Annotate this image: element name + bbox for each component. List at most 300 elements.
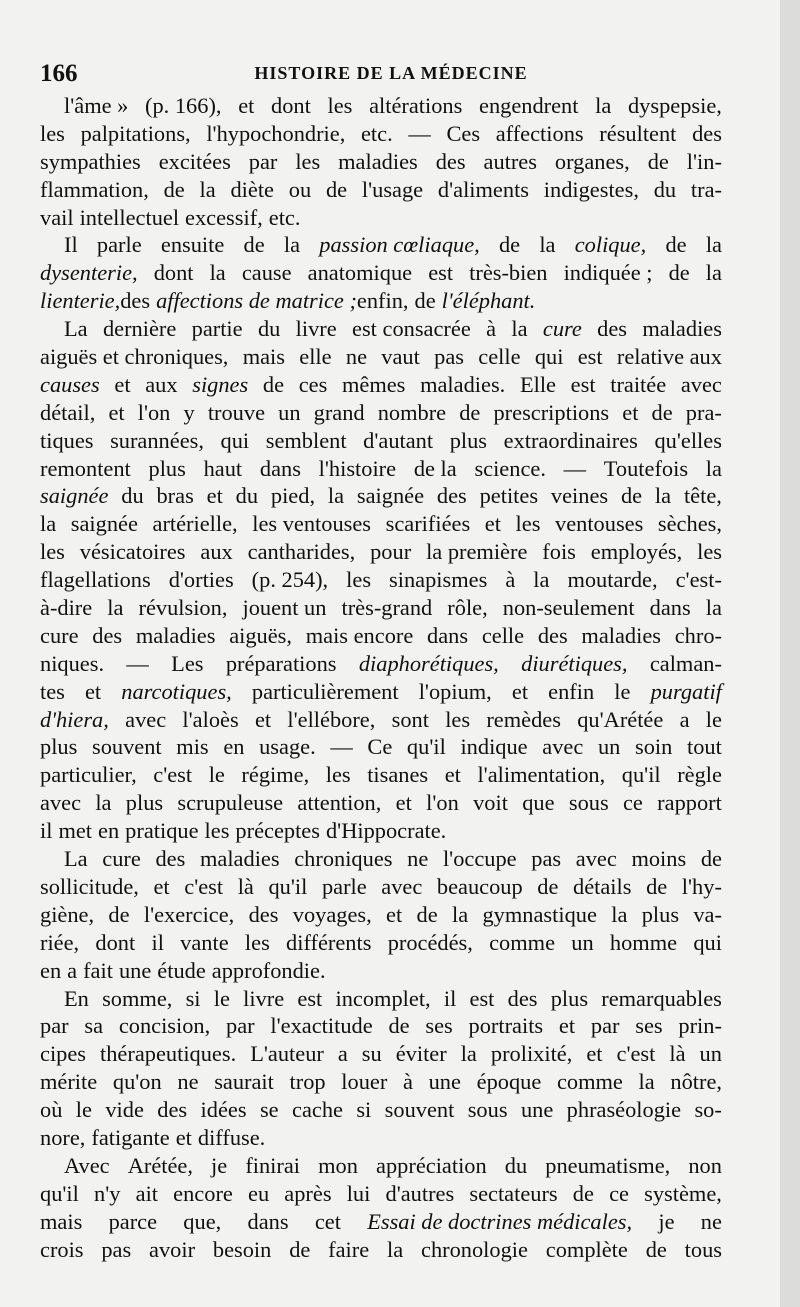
word: approfondie. <box>211 957 326 983</box>
word: la <box>199 176 216 202</box>
word: indique <box>460 734 528 760</box>
word: faire <box>328 1236 370 1262</box>
italic-word: l'éléphant. <box>441 288 536 314</box>
italic-word: lienterie, <box>40 288 121 314</box>
word: à <box>505 567 516 593</box>
word: du <box>257 316 281 342</box>
word: les <box>327 93 353 118</box>
word: nore, <box>40 1124 86 1150</box>
word: la <box>209 260 226 286</box>
word: de <box>289 1236 311 1262</box>
body-text <box>40 92 722 1263</box>
word: vante <box>180 929 229 955</box>
word: souvent <box>384 1097 455 1123</box>
word: un <box>278 399 301 425</box>
word: et <box>254 706 272 732</box>
word: d'Hippocrate. <box>325 818 447 844</box>
word: dont <box>95 929 136 955</box>
word: gymnastique <box>482 901 597 927</box>
text-line <box>40 371 722 399</box>
word: est <box>297 985 323 1011</box>
word: Toutefois <box>603 455 689 481</box>
word: tes <box>40 678 65 704</box>
word: chroniques <box>294 846 393 872</box>
word: enfin, <box>356 288 409 314</box>
word: partie <box>191 316 243 342</box>
word: appréciation <box>376 1152 487 1178</box>
word: de <box>262 371 285 397</box>
word: système, <box>644 1180 722 1206</box>
word: Les <box>171 650 204 676</box>
word: l'on <box>137 399 171 425</box>
word: tous <box>684 1236 722 1262</box>
word: après <box>284 1180 332 1206</box>
word: très-grand <box>341 595 433 621</box>
word: moins <box>631 846 687 872</box>
word: avec <box>125 706 167 732</box>
word: sont <box>391 706 429 732</box>
word: une <box>428 1069 461 1095</box>
word: qui <box>534 344 564 370</box>
text-line <box>40 343 722 371</box>
word: de <box>537 873 559 899</box>
word: le <box>705 706 722 732</box>
text-line <box>40 1012 722 1040</box>
word: dans <box>247 1208 289 1234</box>
italic-word: Essai de doctrines médicales, <box>367 1208 633 1234</box>
word: du <box>653 176 677 202</box>
word: là <box>669 1041 686 1067</box>
word: phraséologie <box>566 1097 682 1123</box>
word: la <box>539 232 556 258</box>
word: des <box>435 148 466 174</box>
word: procédés, <box>387 929 473 955</box>
word: très-bien <box>469 260 548 286</box>
word: crois <box>40 1236 84 1262</box>
word: particulièrement <box>251 678 399 704</box>
word: aiguës et chroniques, <box>40 344 229 370</box>
word: de <box>647 148 669 174</box>
word: prolixité, <box>490 1041 573 1067</box>
word: L'auteur <box>250 1041 324 1067</box>
word: de <box>645 1236 667 1262</box>
word: niques. <box>40 650 105 676</box>
text-line <box>40 482 722 510</box>
word: d'autant <box>363 427 434 453</box>
word: En <box>64 985 89 1011</box>
text-line <box>40 817 722 845</box>
word: artérielle, <box>152 511 238 537</box>
word: voit <box>473 790 508 816</box>
word: les ventouses <box>252 511 372 537</box>
italic-word: narcotiques, <box>121 678 232 704</box>
word: sectateurs <box>469 1180 558 1206</box>
word: prin- <box>678 1013 722 1039</box>
word: comme <box>556 1069 623 1095</box>
word: tête, <box>683 483 722 509</box>
word: celle <box>478 344 521 370</box>
word: c'est <box>616 1041 656 1067</box>
word: qu'elles <box>654 427 722 453</box>
word: l'aloès <box>182 706 239 732</box>
word: des <box>692 120 722 146</box>
word: idées <box>200 1097 247 1123</box>
word: une <box>520 1097 554 1123</box>
word: et <box>206 483 223 509</box>
word: lui <box>346 1180 371 1206</box>
word: en <box>40 957 62 983</box>
word: les <box>295 148 321 174</box>
word: pied, <box>270 483 316 509</box>
word: plus <box>148 455 186 481</box>
word: remarquables <box>601 985 722 1011</box>
text-line <box>40 1124 722 1152</box>
word: portraits <box>468 1013 544 1039</box>
word: à <box>486 316 497 342</box>
word: un <box>699 1041 722 1067</box>
word: un <box>597 734 621 760</box>
word: et <box>444 762 461 788</box>
word: plus <box>40 734 78 760</box>
word: La <box>64 846 88 872</box>
word: différents <box>286 929 372 955</box>
word: intellectuel <box>79 204 180 230</box>
word: maladies <box>135 622 216 648</box>
word: diffuse. <box>197 1124 266 1150</box>
word: de <box>243 232 265 258</box>
word: ait <box>135 1180 159 1206</box>
word: mêmes <box>341 371 406 397</box>
text-line <box>40 176 722 204</box>
word: éviter <box>395 1041 447 1067</box>
word: ventouses <box>555 511 644 537</box>
word: du <box>121 483 144 509</box>
text-line <box>40 399 722 427</box>
word: et <box>484 511 501 537</box>
word: usage. <box>259 734 316 760</box>
word: et <box>511 678 529 704</box>
word: cache <box>292 1097 343 1123</box>
word: sèches, <box>657 511 722 537</box>
word: nombre <box>377 399 447 425</box>
word: pas <box>101 1236 132 1262</box>
word: cet <box>314 1208 341 1234</box>
word: la <box>705 455 722 481</box>
text-line <box>40 538 722 566</box>
word: et <box>114 371 131 397</box>
word: etc. <box>268 204 301 230</box>
word: un <box>571 929 594 955</box>
word: ne <box>700 1208 722 1234</box>
word: qu'il <box>621 762 661 788</box>
word: extraordinaires <box>503 427 638 453</box>
word: l'hy- <box>681 873 722 899</box>
running-head: HISTOIRE DE LA MÉDECINE <box>254 63 528 83</box>
word: la <box>95 790 112 816</box>
word: palpitations, <box>80 120 191 146</box>
text-line <box>40 259 722 287</box>
word: de <box>651 399 673 425</box>
word: grand <box>313 399 365 425</box>
word: et <box>108 399 125 425</box>
word: est <box>570 371 596 397</box>
word: la <box>460 1041 477 1067</box>
word: l'opium, <box>418 678 492 704</box>
word: est consacrée <box>352 316 471 342</box>
word: la <box>595 93 612 118</box>
word: vaut <box>381 344 420 370</box>
word: avec <box>381 873 423 899</box>
word: souvent <box>91 734 162 760</box>
word: et <box>153 873 170 899</box>
word: sinapismes <box>389 567 488 593</box>
word: beaucoup <box>436 873 523 899</box>
text-line <box>40 622 722 650</box>
word: détails <box>573 873 632 899</box>
word: chro- <box>674 622 722 648</box>
word: là <box>237 873 254 899</box>
word: autres <box>483 148 537 174</box>
word: rapport <box>657 790 722 816</box>
word: du <box>504 1152 528 1178</box>
word: saignée <box>70 511 138 537</box>
word: — <box>563 455 587 481</box>
word: vide <box>105 1097 144 1123</box>
text-line <box>40 148 722 176</box>
text-line <box>40 901 722 929</box>
italic-word: diaphorétiques, <box>358 650 499 676</box>
word: parle <box>96 232 142 258</box>
word: une <box>118 957 152 983</box>
word: altérations <box>369 93 463 118</box>
word: la <box>705 260 722 286</box>
word: si <box>185 985 201 1011</box>
word: l'exercice, <box>143 901 235 927</box>
word: Arétée, <box>127 1152 193 1178</box>
text-line <box>40 315 722 343</box>
word: la première <box>426 539 528 565</box>
word: la <box>511 316 528 342</box>
word: des <box>155 846 186 872</box>
word: n'y <box>94 1180 121 1206</box>
word: ne <box>177 1069 199 1095</box>
word: Avec <box>64 1152 110 1178</box>
word: et <box>386 901 403 927</box>
word: des <box>248 901 279 927</box>
word: en <box>223 734 245 760</box>
text-line <box>40 1040 722 1068</box>
word: la <box>40 511 57 537</box>
word: livre <box>243 985 285 1011</box>
italic-word: d'hiera, <box>40 706 109 732</box>
word: la <box>107 595 124 621</box>
word: mon <box>318 1152 358 1178</box>
word: l'ellébore, <box>287 706 376 732</box>
word: concision, <box>118 1013 211 1039</box>
word: ces <box>298 371 328 397</box>
word: la <box>451 901 469 927</box>
word: pas <box>434 344 464 370</box>
word: il <box>151 929 164 955</box>
word: de <box>163 176 185 202</box>
word: par <box>226 1013 255 1039</box>
word: mais <box>242 344 285 370</box>
word: ensuite <box>160 232 225 258</box>
text-line <box>40 733 722 761</box>
word: tiques <box>40 427 94 453</box>
word: et <box>558 1013 576 1039</box>
word: aux <box>200 539 233 565</box>
word: haut <box>203 455 243 481</box>
word: plus <box>641 901 680 927</box>
word: saignée <box>356 483 425 509</box>
text-line <box>40 510 722 538</box>
word: dyspepsie, <box>627 93 722 118</box>
word: mérite <box>40 1069 98 1095</box>
text-line <box>40 427 722 455</box>
word: des <box>597 316 628 342</box>
word: ses <box>635 1013 663 1039</box>
word: l'usage <box>361 176 424 202</box>
word: rôle, <box>447 595 488 621</box>
word: etc. <box>360 120 393 146</box>
italic-word: purgatif <box>650 678 722 704</box>
word: scarifiées <box>385 511 471 537</box>
word: fatigante <box>91 1124 170 1150</box>
word: l'occupe <box>442 846 517 872</box>
word: chronologie <box>421 1236 528 1262</box>
text-line <box>40 650 722 678</box>
word: fait <box>83 957 113 983</box>
word: qu'Arétée <box>577 706 664 732</box>
word: qui <box>220 427 250 453</box>
word: c'est <box>184 873 224 899</box>
word: la <box>638 1069 655 1095</box>
text-line <box>40 929 722 957</box>
text-line <box>40 873 722 901</box>
word: la <box>705 232 722 258</box>
word: jouent un <box>242 595 327 621</box>
word: riée, <box>40 929 80 955</box>
word: avec <box>40 790 82 816</box>
word: est <box>428 260 454 286</box>
word: trop <box>289 1069 326 1095</box>
word: des <box>507 985 538 1011</box>
word: je <box>211 1152 228 1178</box>
word: semblent <box>265 427 347 453</box>
word: de <box>646 873 668 899</box>
word: des <box>92 622 123 648</box>
italic-word: affections de matrice ; <box>156 288 357 314</box>
word: en <box>98 818 120 844</box>
word: l'on <box>426 790 459 816</box>
word: l'âme » <box>64 93 129 118</box>
word: dont <box>271 93 311 118</box>
word: d'autres <box>385 1180 455 1206</box>
text-line <box>40 1096 722 1124</box>
word: — <box>408 120 431 146</box>
text-line <box>40 845 722 873</box>
word: et <box>238 93 255 118</box>
text-line <box>40 761 722 789</box>
word: veines <box>550 483 609 509</box>
italic-word: dysenterie, <box>40 260 138 286</box>
word: de <box>414 288 436 314</box>
word: sollicitude, <box>40 873 139 899</box>
word: les <box>325 762 351 788</box>
word: homme <box>609 929 678 955</box>
text-line <box>40 92 722 120</box>
word: indigestes, <box>543 176 639 202</box>
word: qui <box>693 929 722 955</box>
word: remontent <box>40 455 131 481</box>
word: vésicatoires <box>79 539 186 565</box>
word: tout <box>686 734 722 760</box>
word: soin <box>635 734 673 760</box>
word: engendrent <box>479 93 579 118</box>
word: livre <box>295 316 337 342</box>
word: la <box>654 483 672 509</box>
word: de <box>498 232 521 258</box>
word: de la <box>413 455 457 481</box>
word: Il <box>64 232 78 258</box>
word: vail <box>40 204 74 230</box>
word: surannées, <box>110 427 204 453</box>
italic-word: causes <box>40 371 100 397</box>
word: thérapeutiques. <box>100 1041 237 1067</box>
word: plus <box>449 427 488 453</box>
word: les <box>697 539 722 565</box>
word: besoin <box>212 1236 272 1262</box>
word: c'est <box>153 762 193 788</box>
word: et <box>586 1041 603 1067</box>
word: révulsion, <box>138 595 228 621</box>
word: l'alimentation, <box>477 762 606 788</box>
word: bras <box>156 483 194 509</box>
word: non <box>688 1152 722 1178</box>
text-line <box>40 957 722 985</box>
word: prescriptions <box>493 399 610 425</box>
word: ce <box>609 1180 629 1206</box>
word: La <box>64 316 88 342</box>
italic-word: saignée <box>40 483 109 509</box>
word: aux <box>145 371 178 397</box>
word: indiquée ; <box>563 260 653 286</box>
word: est <box>577 344 603 370</box>
word: maladies <box>642 316 722 342</box>
word: celle <box>481 622 525 648</box>
italic-word: cure <box>542 316 582 342</box>
word: dont <box>153 260 194 286</box>
word: étude <box>157 957 206 983</box>
word: Ces <box>446 120 481 146</box>
word: avec <box>680 371 722 397</box>
word: pour <box>370 539 412 565</box>
word: régime, <box>241 762 310 788</box>
word: je <box>658 1208 675 1234</box>
word: par <box>248 148 278 174</box>
word: nôtre, <box>670 1069 722 1095</box>
word: ce <box>622 790 643 816</box>
word: des <box>157 1097 188 1123</box>
word: les <box>445 706 471 732</box>
text-line <box>40 1236 722 1264</box>
word: dans <box>649 595 691 621</box>
word: (p. 254), <box>251 567 329 593</box>
word: moutarde, <box>567 567 658 593</box>
word: sous <box>568 790 609 816</box>
word: — <box>126 650 149 676</box>
